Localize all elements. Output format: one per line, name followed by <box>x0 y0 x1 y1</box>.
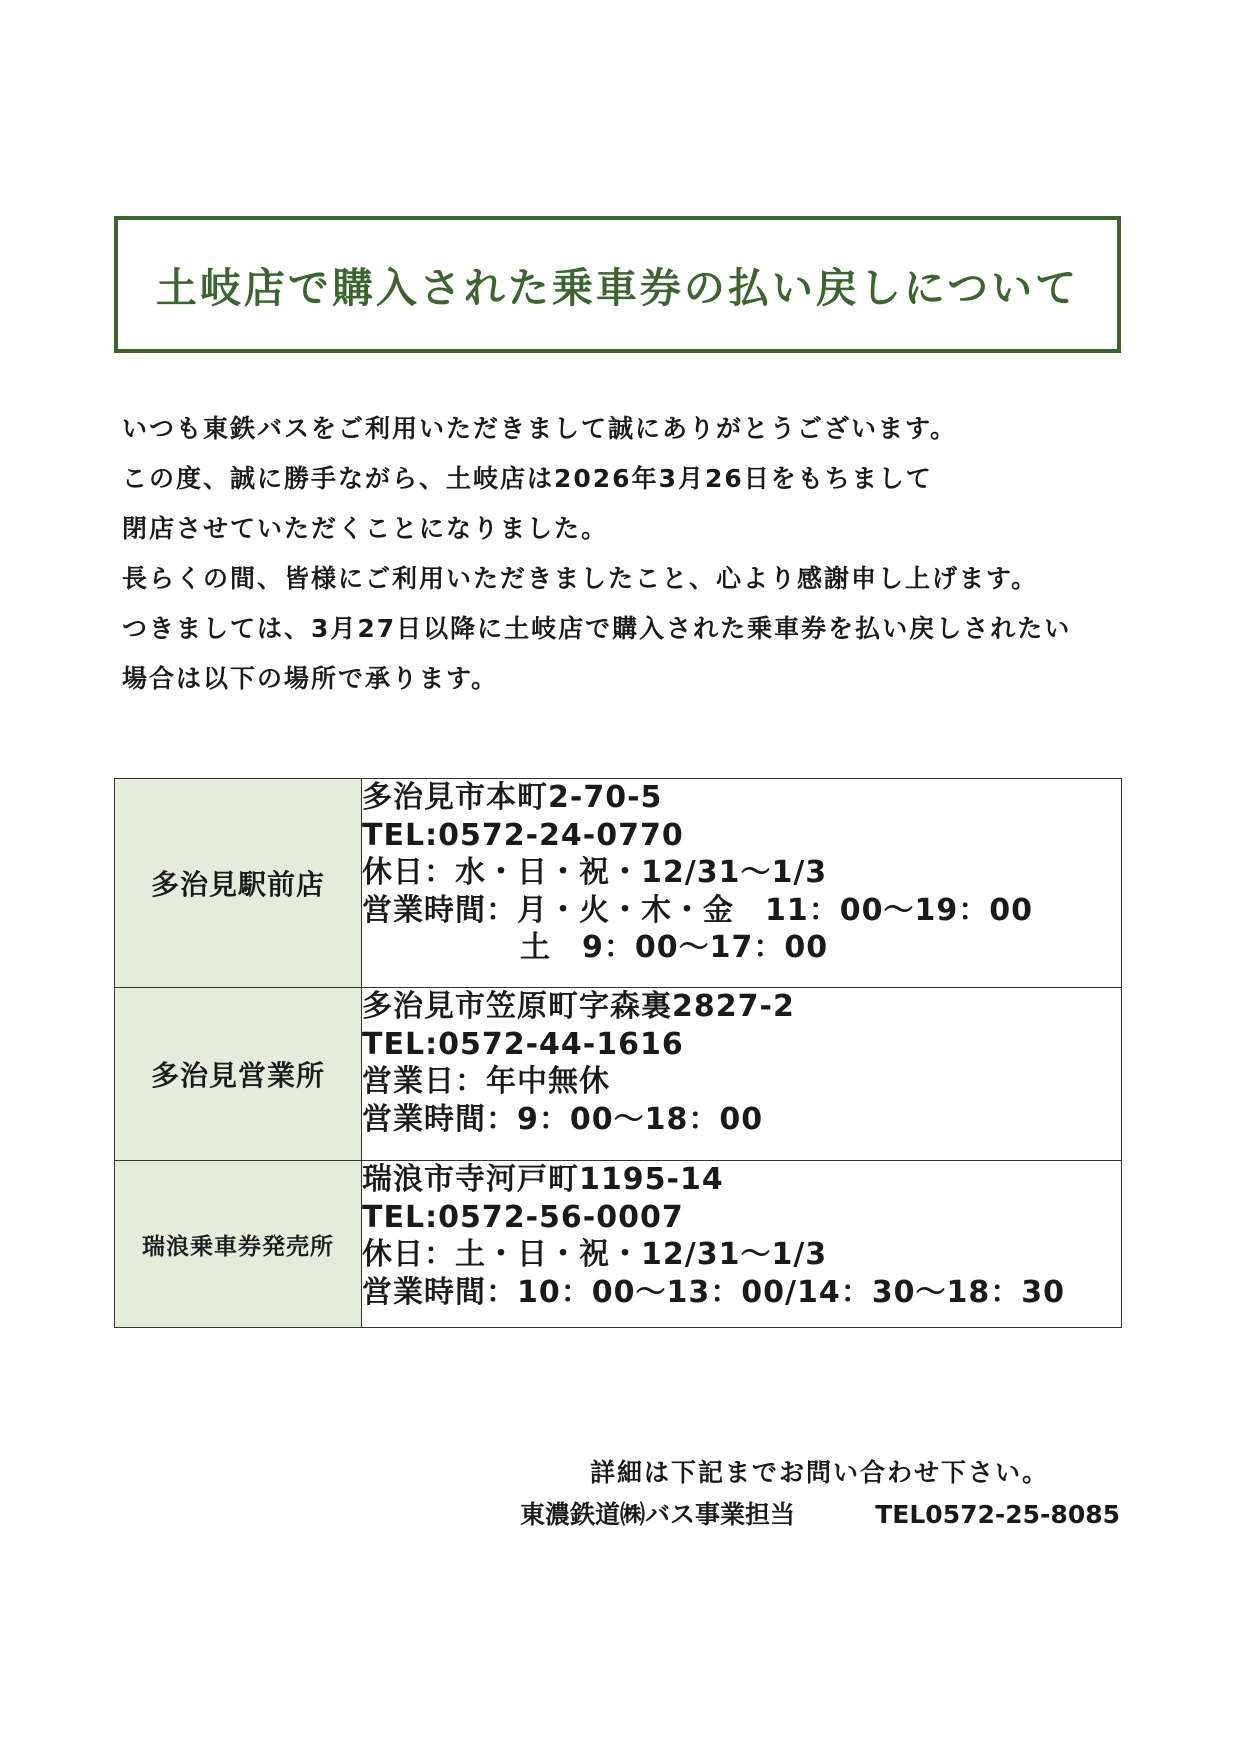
contact-company: 東濃鉄道㈱バス事業担当 <box>520 1500 796 1529</box>
store-tel: TEL:0572-24-0770 <box>362 817 684 853</box>
table-row <box>115 779 1122 988</box>
page-title: 土岐店で購入された乗車券の払い戻しについて <box>155 264 1080 312</box>
store-hours-saturday: 土 9：00～17：00 <box>520 930 829 965</box>
store-holidays: 休日：水・日・祝・12/31～1/3 <box>362 855 828 890</box>
intro-paragraph <box>122 404 1132 704</box>
contact-line <box>500 1494 1120 1536</box>
title-box <box>114 216 1121 353</box>
intro-line: いつも東鉄バスをご利用いただきまして誠にありがとうございます。 <box>122 414 958 443</box>
table-row <box>115 988 1122 1161</box>
store-info <box>362 1161 1122 1328</box>
store-name: 多治見駅前店 <box>115 779 362 988</box>
store-business-days: 営業日：年中無休 <box>362 1064 610 1099</box>
store-hours: 営業時間：9：00～18：00 <box>362 1101 764 1137</box>
intro-line: 場合は以下の場所で承ります。 <box>122 664 499 693</box>
intro-line: 長らくの間、皆様にご利用いただきましたこと、心より感謝申し上げます。 <box>122 564 1039 593</box>
intro-line: つきましては、3月27日以降に土岐店で購入された乗車券を払い戻しされたい <box>122 614 1072 643</box>
contact-block <box>500 1452 1120 1536</box>
intro-line: 閉店させていただくことになりました。 <box>122 514 609 543</box>
stores-table <box>114 778 1122 1328</box>
store-address: 瑞浪市寺河戸町1195-14 <box>362 1162 724 1197</box>
store-info <box>362 988 1122 1161</box>
store-holidays: 休日：土・日・祝・12/31～1/3 <box>362 1237 828 1272</box>
store-tel: TEL:0572-44-1616 <box>362 1026 684 1062</box>
store-address: 多治見市笠原町字森裏2827-2 <box>362 989 795 1024</box>
contact-lead: 詳細は下記までお問い合わせ下さい。 <box>590 1458 1050 1487</box>
store-hours: 営業時間：月・火・木・金 11：00～19：00 <box>362 892 1033 928</box>
intro-line: この度、誠に勝手ながら、土岐店は2026年3月26日をもちまして <box>122 464 933 493</box>
store-name: 瑞浪乗車券発売所 <box>115 1161 362 1328</box>
store-address: 多治見市本町2-70-5 <box>362 780 663 815</box>
store-hours: 営業時間：10：00～13：00/14：30～18：30 <box>362 1274 1065 1310</box>
store-tel: TEL:0572-56-0007 <box>362 1199 684 1235</box>
table-row <box>115 1161 1122 1328</box>
store-info <box>362 779 1122 988</box>
store-name: 多治見営業所 <box>115 988 362 1161</box>
contact-tel: TEL0572-25-8085 <box>875 1500 1120 1529</box>
